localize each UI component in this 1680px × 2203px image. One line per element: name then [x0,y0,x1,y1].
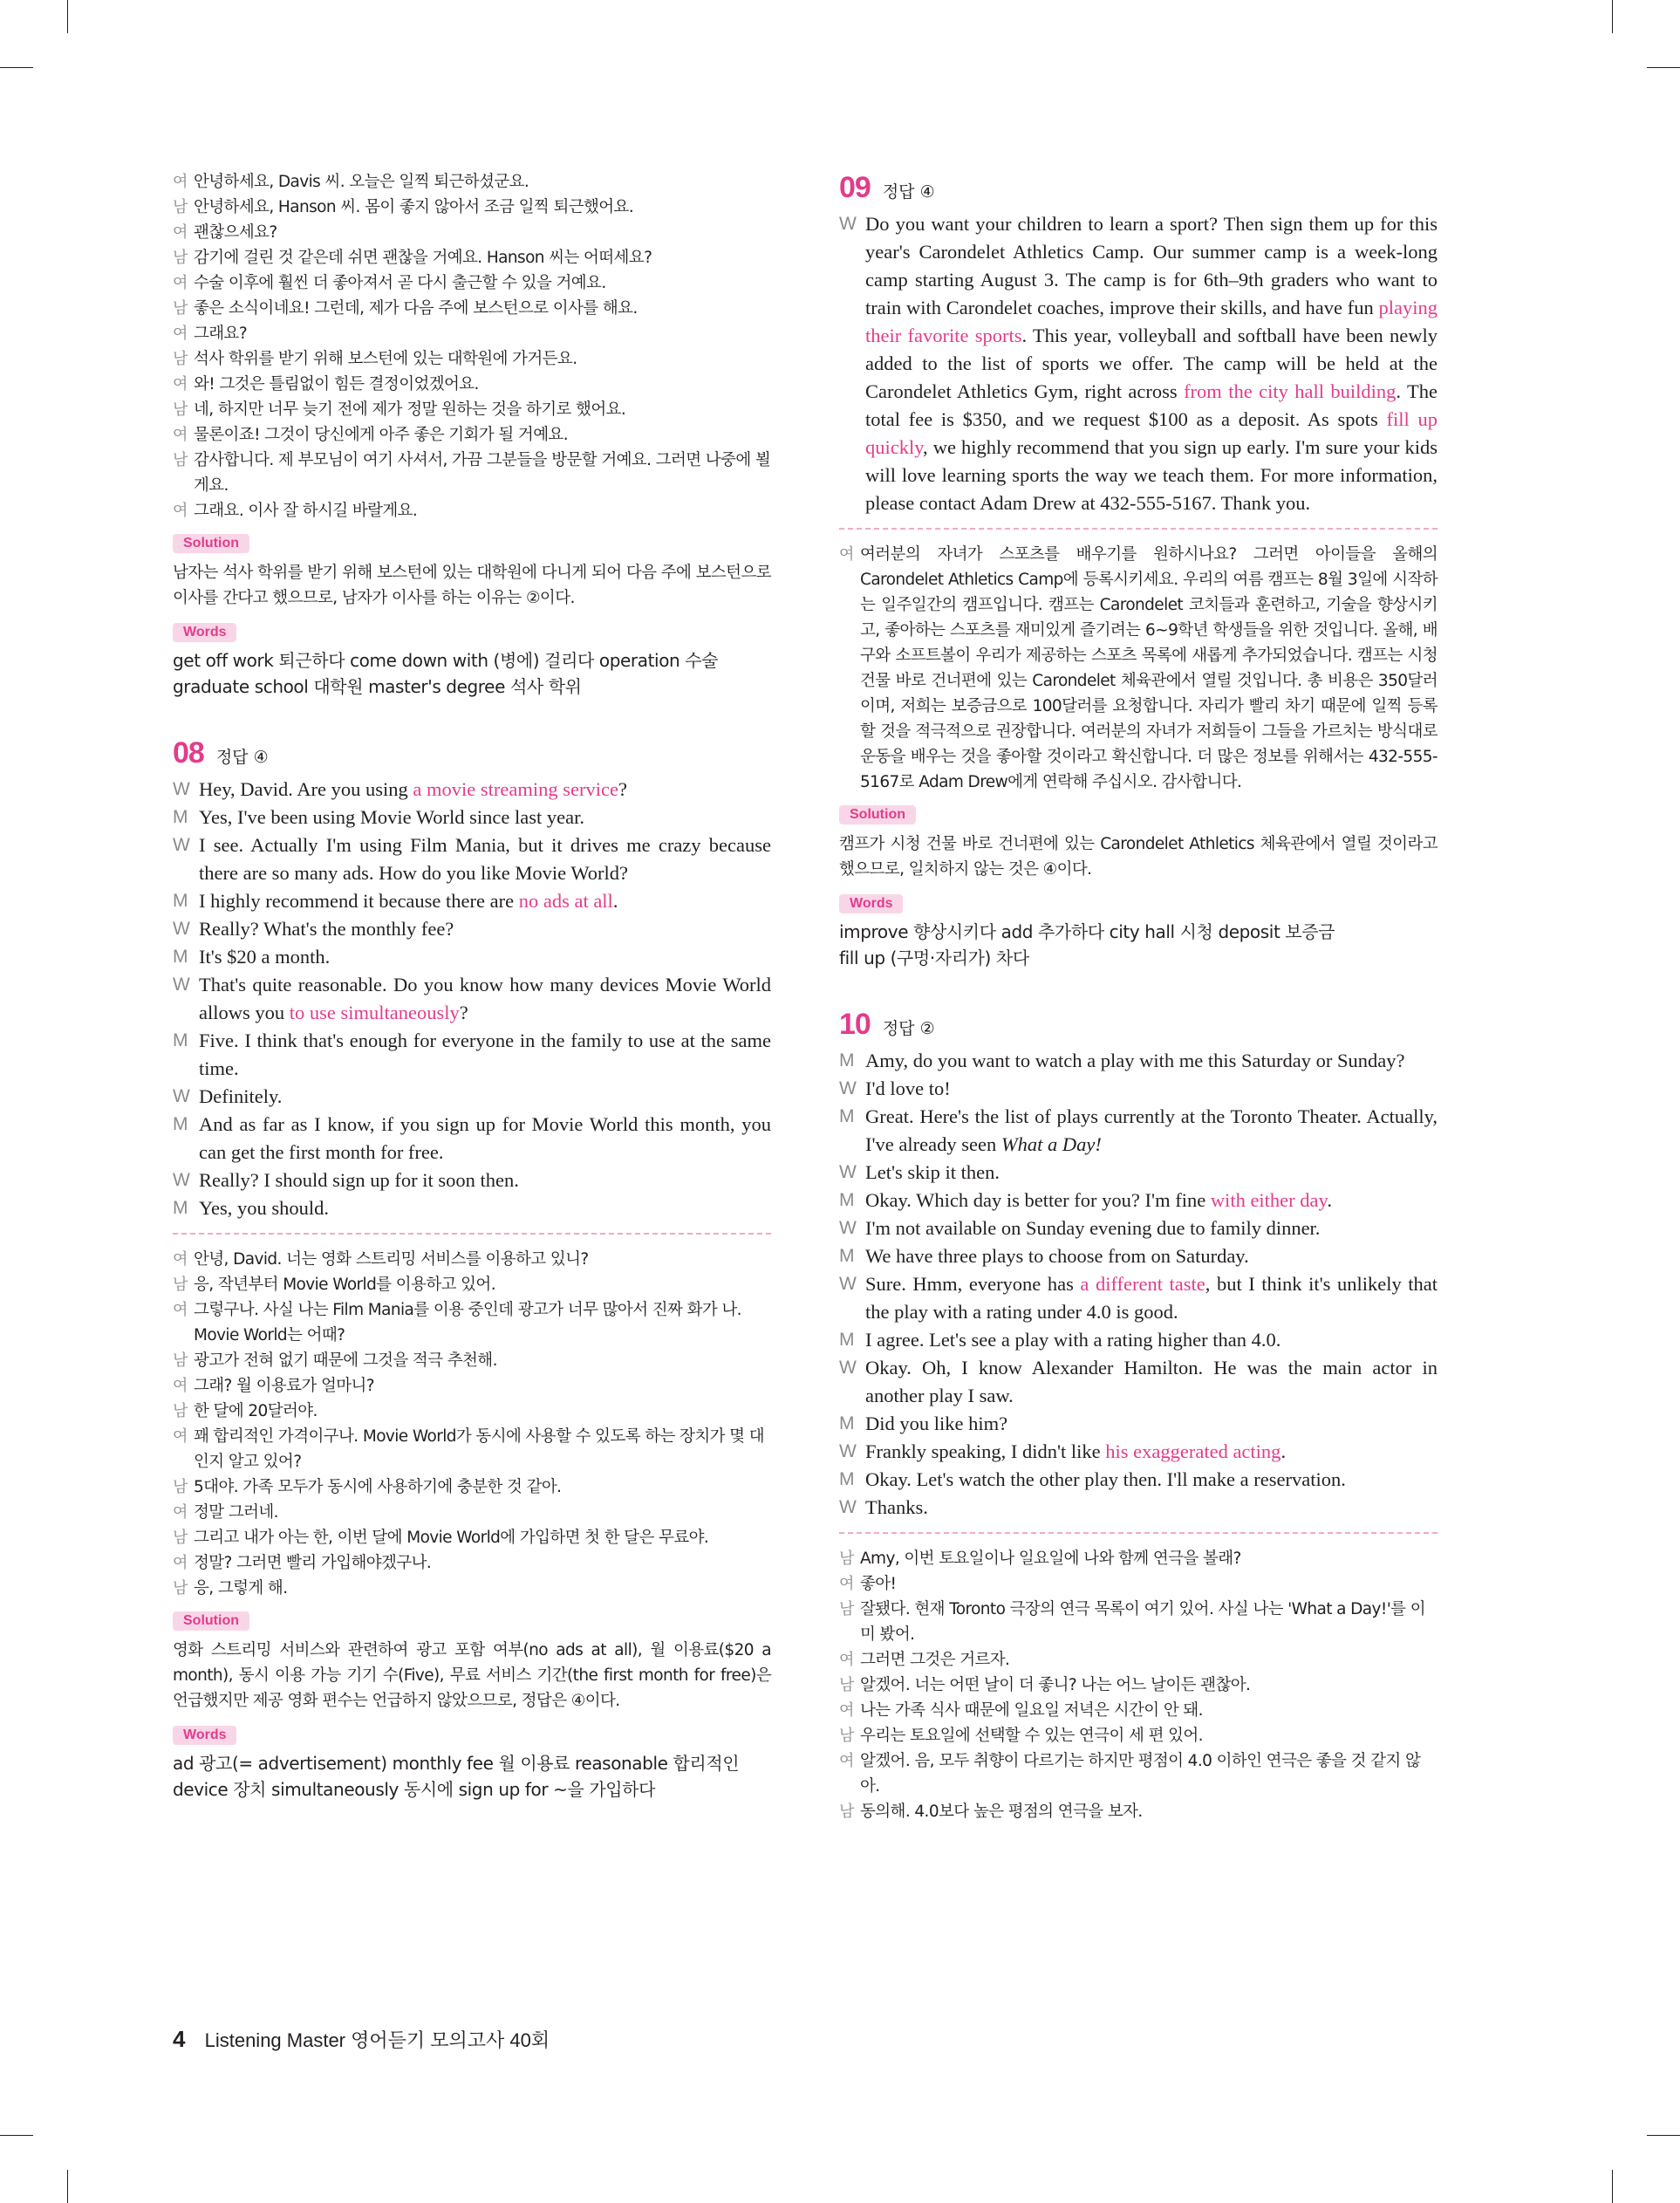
dialogue-text: 수술 이후에 훨씬 더 좋아져서 곧 다시 출근할 수 있을 거예요. [194,274,606,292]
dialogue-line [839,1673,1438,1698]
q8-korean-dialogue [173,1247,771,1601]
dialogue-text: We have three plays to choose from on Saturday. [865,1245,1249,1267]
dialogue-text: 나는 가족 식사 때문에 일요일 저녁은 시간이 안 돼. [860,1701,1203,1720]
speaker-label: 남 [173,299,188,318]
dialogue-text: ? [459,1002,468,1023]
q8-words-block [173,1726,771,1803]
q9-korean-monologue [839,542,1438,795]
speaker-label: 여 [173,223,188,242]
q9-words-block [839,894,1438,971]
dialogue-line [173,1424,771,1474]
dialogue-text: 응, 작년부터 Movie World를 이용하고 있어. [194,1276,495,1294]
speaker-label: M [839,1246,855,1266]
dialogue-text: Sure. Hmm, everyone has [865,1273,1081,1295]
dialogue-text: 안녕, David. 너는 영화 스트리밍 서비스를 이용하고 있니? [194,1250,589,1269]
dialogue-text: 좋은 소식이네요! 그런데, 제가 다음 주에 보스턴으로 이사를 해요. [194,299,638,318]
speaker-label: M [173,1030,188,1050]
speaker-label: 남 [839,1600,854,1618]
dialogue-text: 네, 하지만 너무 늦기 전에 제가 정말 원하는 것을 하기로 했어요. [194,400,626,419]
highlighted-phrase: no ads at all [518,890,613,912]
q7-solution-block [173,534,771,611]
dialogue-line [173,1474,771,1500]
dialogue-text: 잘됐다. 현재 Toronto 극장의 연극 목록이 여기 있어. 사실 나는 'What a Day!'를 이미 봤어. [860,1600,1425,1644]
speaker-label: W [839,1078,857,1098]
dialogue-line [173,1027,771,1083]
dialogue-text: Five. I think that's enough for everyone in the family to use at the same time. [199,1030,771,1079]
highlighted-phrase: with either day [1210,1189,1328,1211]
solution-tag: Solution [173,1611,249,1631]
dialogue-line [839,1597,1438,1647]
speaker-label: 남 [173,198,188,216]
dialogue-text: Let's skip it then. [865,1161,1000,1183]
question-number: 09 [839,171,871,204]
speaker-label: W [839,1274,857,1294]
dialogue-line [173,270,771,296]
q9-english-monologue [839,210,1438,517]
dialogue-text: 알겠어. 너는 어떤 날이 더 좋니? 나는 어느 날이든 괜찮아. [860,1676,1251,1694]
dialogue-text: And as far as I know, if you sign up for Movie World this month, you can get the first month for free. [199,1113,771,1163]
dialogue-text: That's quite reasonable. Do you know how many devices Movie World allows you [199,974,771,1023]
q7-korean-dialogue [173,169,771,523]
dialogue-text: 동의해. 4.0보다 높은 평점의 연극을 보자. [860,1803,1143,1821]
speaker-label: 남 [173,1529,188,1547]
dialogue-line [173,1297,771,1348]
dialogue-text: Okay. Let's watch the other play then. I'll make a reservation. [865,1468,1346,1490]
speaker-label: M [839,1413,855,1433]
dialogue-line [839,542,1438,795]
speaker-label: M [839,1190,855,1210]
speaker-label: 남 [173,1276,188,1294]
speaker-label: W [173,975,190,995]
highlighted-phrase: a movie streaming service [413,778,618,800]
dialogue-text: 우리는 토요일에 선택할 수 있는 연극이 세 편 있어. [860,1727,1203,1745]
dialogue-text: . [1327,1189,1332,1211]
dialogue-line [173,245,771,270]
highlighted-phrase: his exaggerated acting [1105,1440,1281,1462]
dialogue-line [839,1647,1438,1673]
speaker-label: M [173,1114,188,1134]
divider [173,1233,771,1235]
dialogue-line [839,1326,1438,1354]
dialogue-text: Do you want your children to learn a sport? Then sign them up for this year's Carondelet Athletics Camp. Our summer camp is a week-long camp starting August 3. The camp is for 6th–9th graders who want to train with Carondelet coaches, improve their skills, and have fun [865,213,1438,318]
dialogue-text: 와! 그것은 틀림없이 힘든 결정이었겠어요. [194,375,479,393]
dialogue-line [839,210,1438,517]
dialogue-line [839,1546,1438,1571]
dialogue-line [173,448,771,498]
q9-solution-text: 캠프가 시청 건물 바로 건너편에 있는 Carondelet Athletics 체육관에서 열릴 것이라고 했으므로, 일치하지 않는 것은 ④이다. [839,835,1438,879]
dialogue-text: 5대야. 가족 모두가 동시에 사용하기에 충분한 것 같아. [194,1478,562,1496]
dialogue-line [173,1083,771,1111]
dialogue-text: . This year, volleyball and softball have been newly added to the list of sports we offer. The camp will be held at the Carondelet Athletics Gym, right across [865,325,1438,402]
dialogue-line [839,1438,1438,1466]
dialogue-line [173,1111,771,1166]
dialogue-line [173,1373,771,1399]
dialogue-line [839,1466,1438,1494]
speaker-label: 여 [173,1377,188,1395]
highlighted-phrase: fill up quickly [865,408,1438,458]
speaker-label: W [173,919,190,939]
page-footer [173,2026,550,2053]
book-title: Listening Master 영어듣기 모의고사 40회 [204,2029,550,2051]
highlighted-phrase: from the city hall building [1184,380,1397,402]
word-line: get off work 퇴근하다 come down with (병에) 걸리다 operation 수술 [173,650,719,671]
speaker-label: 여 [173,375,188,393]
dialogue-text: Amy, 이번 토요일이나 일요일에 나와 함께 연극을 볼래? [860,1550,1241,1568]
speaker-label: W [839,1441,857,1461]
speaker-label: 여 [173,1250,188,1269]
q8-heading [173,736,771,770]
words-tag: Words [173,1726,236,1745]
dialogue-text: I see. Actually I'm using Film Mania, but it drives me crazy because there are so many ads. How do you like Movie World? [199,834,771,884]
dialogue-text: I'm not available on Sunday evening due to family dinner. [865,1217,1321,1239]
dialogue-line [839,1047,1438,1075]
dialogue-line [173,422,771,448]
dialogue-text: I'd love to! [865,1078,951,1099]
dialogue-line [173,220,771,245]
speaker-label: 여 [173,173,188,191]
right-column [839,171,1438,1824]
dialogue-text: Amy, do you want to watch a play with me this Saturday or Sunday? [865,1050,1405,1071]
speaker-label: 여 [173,325,188,343]
dialogue-text: , we highly recommend that you sign up early. I'm sure your kids will love learning sports the way we teach them. For more information, please contact Adam Drew at 432-555-5167. Thank you. [865,436,1438,514]
dialogue-line [839,1748,1438,1799]
speaker-label: 남 [173,1351,188,1370]
dialogue-line [839,1494,1438,1522]
left-column [173,169,771,1803]
crop-mark [1612,0,1613,33]
dialogue-line [173,943,771,971]
speaker-label: M [839,1050,855,1071]
dialogue-text: 그래요. 이사 잘 하시길 바랄게요. [194,502,418,520]
speaker-label: 남 [173,451,188,469]
speaker-label: 여 [173,1554,188,1572]
crop-mark [1647,2135,1680,2136]
speaker-label: 남 [173,1402,188,1420]
dialogue-line [173,776,771,804]
dialogue-text: ? [618,778,627,800]
word-line: graduate school 대학원 master's degree 석사 학위 [173,676,582,697]
speaker-label: M [173,807,188,827]
crop-mark [67,2170,68,2203]
dialogue-text: 한 달에 20달러야. [194,1402,318,1420]
dialogue-line [839,1159,1438,1187]
solution-tag: Solution [839,805,916,824]
q8-solution-block [173,1611,771,1714]
dialogue-text: 그래요? [194,325,248,343]
dialogue-line [173,831,771,887]
dialogue-line [173,1247,771,1272]
dialogue-text: 감기에 걸린 것 같은데 쉬면 괜찮을 거예요. Hanson 씨는 어떠세요? [194,249,652,267]
dialogue-text: Okay. Which day is better for you? I'm fine [865,1189,1211,1211]
dialogue-text: 정말? 그러면 빨리 가입해야겠구나. [194,1554,432,1572]
dialogue-line [173,195,771,220]
dialogue-line [173,971,771,1027]
dialogue-line [839,1187,1438,1214]
dialogue-line [839,1103,1438,1159]
dialogue-text: 그리고 내가 아는 한, 이번 달에 Movie World에 가입하면 첫 한 달은 무료야. [194,1529,709,1547]
dialogue-line [173,346,771,372]
dialogue-line [173,915,771,943]
dialogue-line [173,1500,771,1525]
speaker-label: M [839,1330,855,1350]
speaker-label: W [839,1358,857,1378]
dialogue-line [173,804,771,831]
dialogue-text: . [1280,1440,1287,1462]
dialogue-text: Really? What's the monthly fee? [199,918,454,940]
crop-mark [67,0,68,33]
speaker-label: 남 [173,1579,188,1598]
speaker-label: W [839,214,857,234]
speaker-label: M [173,947,188,967]
dialogue-line [839,1214,1438,1242]
dialogue-line [173,1194,771,1222]
speaker-label: W [173,1170,190,1190]
dialogue-line [839,1410,1438,1438]
speaker-label: 여 [173,502,188,520]
highlighted-phrase: a different taste [1080,1273,1205,1295]
speaker-label: 남 [173,350,188,368]
speaker-label: 여 [839,1752,854,1770]
speaker-label: M [173,891,188,911]
dialogue-text: 석사 학위를 받기 위해 보스턴에 있는 대학원에 가거든요. [194,350,577,368]
crop-mark [1647,67,1680,68]
dialogue-text: Yes, I've been using Movie World since last year. [199,806,584,828]
question-number: 08 [173,736,204,770]
answer-label: 정답 ④ [882,182,935,202]
dialogue-text: 광고가 전혀 없기 때문에 그것을 적극 추천해. [194,1351,497,1370]
speaker-label: 여 [839,1701,854,1720]
divider [839,1532,1438,1534]
speaker-label: 남 [839,1676,854,1694]
dialogue-text: Hey, David. Are you using [199,778,413,800]
dialogue-text: 물론이죠! 그것이 당신에게 아주 좋은 기회가 될 거예요. [194,426,569,444]
dialogue-line [173,1166,771,1194]
dialogue-line [173,498,771,523]
dialogue-text: I highly recommend it because there are [199,890,519,912]
dialogue-text: 그래? 월 이용료가 얼마니? [194,1377,374,1395]
dialogue-text: Definitely. [199,1085,283,1107]
dialogue-line [839,1242,1438,1270]
dialogue-line [173,169,771,195]
dialogue-line [173,887,771,915]
dialogue-text: 정말 그러네. [194,1503,278,1522]
dialogue-line [173,321,771,346]
highlighted-phrase: playing their favorite sports [865,297,1438,346]
q7-solution-text: 남자는 석사 학위를 받기 위해 보스턴에 있는 대학원에 다니게 되어 다음 주에 보스턴으로 이사를 간다고 했으므로, 남자가 이사를 하는 이유는 ②이다. [173,564,771,607]
speaker-label: 여 [839,545,854,564]
dialogue-text: It's $20 a month. [199,946,331,968]
dialogue-text: 안녕하세요, Hanson 씨. 몸이 좋지 않아서 조금 일찍 퇴근했어요. [194,198,634,216]
q10-korean-dialogue [839,1546,1438,1824]
crop-mark [1612,2170,1613,2203]
dialogue-line [839,1698,1438,1723]
dialogue-text: 그러면 그것은 거르자. [860,1651,1010,1669]
crop-mark [0,67,33,68]
dialogue-line [173,397,771,422]
dialogue-text: Frankly speaking, I didn't like [865,1440,1106,1462]
dialogue-line [839,1571,1438,1597]
dialogue-text: 괜찮으세요? [194,223,277,242]
dialogue-line [173,1399,771,1424]
speaker-label: 남 [173,249,188,267]
dialogue-text: Did you like him? [865,1413,1008,1434]
speaker-label: W [839,1497,857,1517]
speaker-label: 여 [173,1503,188,1522]
dialogue-line [839,1723,1438,1748]
words-tag: Words [173,623,236,642]
dialogue-text: Great. Here's the list of plays currently at the Toronto Theater. Actually, I've already seen [865,1105,1438,1155]
q10-heading [839,1008,1438,1042]
play-title: What a Day! [1000,1133,1102,1155]
speaker-label: M [173,1198,188,1218]
dialogue-text: . The total fee is $350, and we request $100 as a deposit. As spots [865,380,1438,430]
word-line: ad 광고(= advertisement) monthly fee 월 이용료 reasonable 합리적인 [173,1753,740,1774]
word-line: improve 향상시키다 add 추가하다 city hall 시청 deposit 보증금 [839,921,1335,942]
q9-solution-block [839,805,1438,882]
speaker-label: 여 [173,274,188,292]
dialogue-text: Really? I should sign up for it soon then. [199,1169,519,1191]
dialogue-line [839,1075,1438,1103]
speaker-label: 여 [173,1301,188,1319]
speaker-label: 남 [839,1727,854,1745]
dialogue-line [173,1348,771,1373]
words-tag: Words [839,894,903,913]
q7-words-block [173,623,771,700]
speaker-label: 여 [173,426,188,444]
answer-label: 정답 ④ [215,748,269,767]
dialogue-text: 안녕하세요, Davis 씨. 오늘은 일찍 퇴근하셨군요. [194,173,529,191]
q9-heading [839,171,1438,205]
dialogue-line [839,1799,1438,1824]
speaker-label: M [839,1469,855,1489]
dialogue-line [173,296,771,321]
word-line: device 장치 simultaneously 동시에 sign up for ~을 가입하다 [173,1779,656,1800]
speaker-label: W [173,1086,190,1106]
speaker-label: 남 [839,1803,854,1821]
solution-tag: Solution [173,534,249,553]
speaker-label: 여 [839,1575,854,1593]
dialogue-line [839,1270,1438,1326]
divider [839,528,1438,530]
speaker-label: 여 [839,1651,854,1669]
speaker-label: M [839,1106,855,1126]
dialogue-line [173,1576,771,1601]
dialogue-text: Yes, you should. [199,1197,329,1219]
speaker-label: 남 [173,400,188,419]
dialogue-text: Okay. Oh, I know Alexander Hamilton. He was the main actor in another play I saw. [865,1357,1438,1406]
dialogue-text: I agree. Let's see a play with a rating higher than 4.0. [865,1329,1281,1351]
dialogue-line [173,1550,771,1576]
dialogue-line [173,1272,771,1297]
dialogue-text: 꽤 합리적인 가격이구나. Movie World가 동시에 사용할 수 있도록 하는 장치가 몇 대인지 알고 있어? [194,1427,765,1471]
speaker-label: 남 [173,1478,188,1496]
q10-english-dialogue [839,1047,1438,1522]
question-number: 10 [839,1008,871,1041]
dialogue-text: 그렇구나. 사실 나는 Film Mania를 이용 중인데 광고가 너무 많아서 진짜 화가 나. Movie World는 어때? [194,1301,741,1344]
dialogue-text: 감사합니다. 제 부모님이 여기 사셔서, 가끔 그분들을 방문할 거예요. 그러면 나중에 뵐게요. [194,451,771,495]
dialogue-line [173,1525,771,1550]
dialogue-text: 알겠어. 음, 모두 취향이 다르기는 하지만 평점이 4.0 이하인 연극은 좋을 것 같지 않아. [860,1752,1421,1796]
speaker-label: W [839,1162,857,1182]
speaker-label: W [173,779,190,799]
speaker-label: W [839,1218,857,1238]
word-line: fill up (구멍·자리가) 차다 [839,948,1029,968]
dialogue-text: 응, 그렇게 해. [194,1579,288,1598]
q8-english-dialogue [173,776,771,1222]
answer-label: 정답 ② [882,1019,935,1038]
crop-mark [0,2135,33,2136]
speaker-label: 남 [839,1550,854,1568]
speaker-label: W [173,835,190,855]
page-number: 4 [173,2026,186,2052]
dialogue-text: 여러분의 자녀가 스포츠를 배우기를 원하시나요? 그러면 아이들을 올해의 Carondelet Athletics Camp에 등록시키세요. 우리의 여름 캠프는 8월 3일에 시작하는 일주일간의 캠프입니다. 캠프는 Carondelet 코치들과 훈련하고, 기술을 향상시키고, 좋아하는 스포츠를 재미있게 즐기려는 6~9학년 학생들을 위한 것입니다. 올해, 배구와 소프트볼이 우리가 제공하는 스포츠 목록에 새롭게 추가되었습니다. 캠프는 시청 건물 바로 건너편에 있는 Carondelet 체육관에서 열릴 것입니다. 총 비용은 350달러이며, 저희는 보증금으로 100달러를 요청합니다. 자리가 빨리 차기 때문에 일찍 등록할 것을 적극적으로 권장합니다. 여러분의 자녀가 저희들이 그들을 가르치는 방식대로 운동을 배우는 것을 좋아할 것이라고 확신합니다. 더 많은 정보를 위해서는 432-555-5167로 Adam Drew에게 연락해 주십시오. 감사합니다. [860,545,1438,791]
dialogue-text: , but I think it's unlikely that the play with a rating under 4.0 is good. [865,1273,1438,1323]
dialogue-line [839,1354,1438,1410]
dialogue-text: . [612,890,618,912]
dialogue-text: Thanks. [865,1496,928,1518]
q8-solution-text: 영화 스트리밍 서비스와 관련하여 광고 포함 여부(no ads at all), 월 이용료($20 a month), 동시 이용 가능 기기 수(Five), 무료 서비스 기간(the first month for free)은 언급했지만 제공 영화 편수는 언급하지 않았으므로, 정답은 ④이다. [173,1641,771,1710]
highlighted-phrase: to use simultaneously [289,1002,460,1023]
dialogue-line [173,372,771,397]
speaker-label: 여 [173,1427,188,1446]
dialogue-text: 좋아! [860,1575,897,1593]
